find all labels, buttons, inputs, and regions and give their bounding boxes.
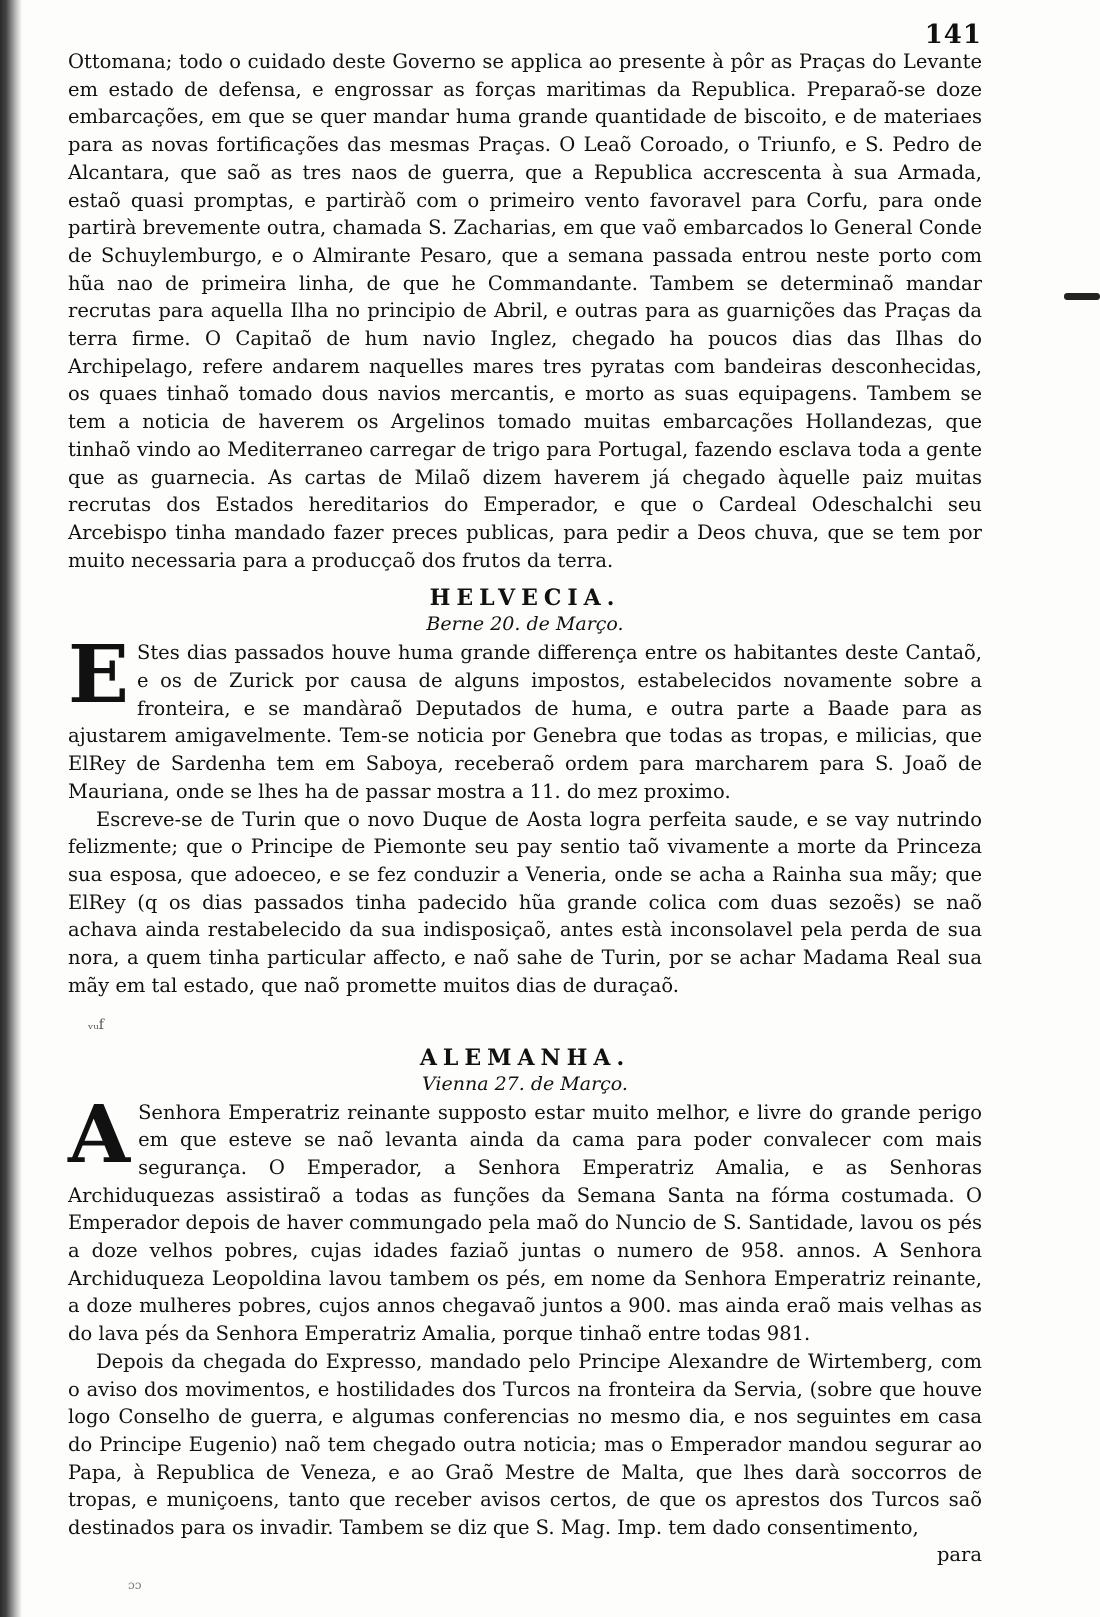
helvecia-paragraph-1-text: Stes dias passados houve huma grande differença entre os habitantes deste Cantaõ, e os de Zurick por causa de alguns impostos, estabelecidos novamente sobre a fronteira, e se mandàraõ Deputados de huma, e outra parte a Baade para as ajustarem amigavelmente. Tem-se noticia por Genebra que todas as tropas, e milicias, que ElRey de Sardenha tem em Saboya, receberaõ ordem para marcharem para S. Joaõ de Mauriana, onde se lhes ha de passar mostra a 11. do mez proximo. <box>68 641 982 803</box>
page-number: 141 <box>924 20 982 50</box>
stray-ink-mark: ᵥᵤf <box>88 1016 104 1033</box>
dateline-vienna: Vienna 27. de Março. <box>422 1072 628 1095</box>
helvecia-paragraph-1 <box>68 627 982 805</box>
footer-ink-mark: ɔɔ <box>128 1578 142 1592</box>
drop-cap-a: A <box>68 1086 131 1181</box>
alemanha-paragraph-1-text: Senhora Emperatriz reinante supposto estar muito melhor, e livre do grande perigo em que esteve se naõ levanta ainda da cama para poder convalecer com mais segurança. O Emperador, a Senhora Emperatriz Amalia, e as Senhoras Archiduquezas assistiraõ a todas as funções da Semana Santa na fórma costumada. O Emperador depois de haver commungado pela maõ do Nuncio de S. Santidade, lavou os pés a doze velhos pobres, cujas idades faziaõ juntas o numero de 958. annos. A Senhora Archiduqueza Leopoldina lavou tambem os pés, em nome da Senhora Emperatriz reinante, a doze mulheres pobres, cujos annos chegavaõ juntos a 900. mas ainda eraõ mais velhas as do lava pés da Senhora Emperatriz Amalia, porque tinhaõ entre todas 981. <box>68 1100 982 1346</box>
catchword: para <box>936 1542 982 1566</box>
dateline-berne: Berne 20. de Março. <box>426 613 624 636</box>
alemanha-paragraph-1 <box>68 1086 982 1348</box>
binding-shadow <box>0 0 22 1617</box>
helvecia-paragraph-2: Escreve-se de Turin que o novo Duque de Aosta logra perfeita saude, e se vay nutrindo felizmente; que o Principe de Piemonte seu pay sentio taõ vivamente a morte da Princeza sua esposa, que adoeceo, e se fez conduzir a Veneria, onde se acha a Rainha sua mãy; que ElRey (q os dias passados tinha padecido hũa grande colica com duas sezoẽs) se naõ achava ainda restabelecido da sua indisposiçaõ, antes està inconsolavel pela perda de sua nora, a quem tinha particular affecto, e naõ sahe de Turin, por se achar Madama Real sua mãy em tal estado, que naõ promette muitos dias de duraçaõ. <box>68 807 982 997</box>
section-heading-helvecia: HELVECIA. <box>429 585 621 612</box>
venice-news-paragraph: Ottomana; todo o cuidado deste Governo se applica ao presente à pôr as Praças do Levante em estado de defensa, e engrossar as forças maritimas da Republica. Preparaõ-se doze embarcações, em que se quer mandar huma grande quantidade de biscoito, e de materiaes para as novas fortificações das mesmas Praças. O Leaõ Coroado, o Triunfo, e S. Pedro de Alcantara, que saõ as tres naos de guerra, que a Republica accrescenta à sua Armada, estaõ quasi promptas, e partiràõ com o primeiro vento favoravel para Corfu, para onde partirà brevemente outra, chamada S. Zacharias, em que vaõ embarcados lo General Conde de Schuylemburgo, e o Almirante Pesaro, que a semana passada entrou neste porto com hũa nao de primeira linha, de que he Commandante. Tambem se determinaõ mandar recrutas para aquella Ilha no principio de Abril, e outras para as guarnições das Praças da terra firme. O Capitaõ de hum navio Inglez, chegado ha poucos dias das Ilhas do Archipelago, refere andarem naquelles mares tres pyratas com bandeiras desconhecidas, os quaes tinhaõ tomado dous navios mercantis, e morto as suas equipagens. Tambem se tem a noticia de haverem os Argelinos tomado muitas embarcações Hollandezas, que tinhaõ vindo ao Mediterraneo carregar de trigo para Portugal, fazendo esclava toda a gente que as guarnecia. As cartas de Milaõ dizem haverem já chegado àquelle paiz muitas recrutas dos Estados hereditarios do Emperador, e que o Cardeal Odeschalchi seu Arcebispo tinha mandado fazer preces publicas, para pedir a Deos chuva, que se tem por muito necessaria para a producçaõ dos frutos da terra. <box>68 50 982 572</box>
page-content <box>68 48 982 1568</box>
section-heading-alemanha: ALEMANHA. <box>419 1044 631 1071</box>
scan-edge-mark <box>1064 293 1100 300</box>
drop-cap-e: E <box>68 627 129 722</box>
alemanha-paragraph-2: Depois da chegada do Expresso, mandado pelo Principe Alexandre de Wirtemberg, com o aviso dos movimentos, e hostilidades dos Turcos na fronteira da Servia, (sobre que houve logo Conselho de guerra, e algumas conferencias no mesmo dia, e nos seguintes em casa do Principe Eugenio) naõ tem chegado outra noticia; mas o Emperador mandou segurar ao Papa, à Republica de Veneza, e ao Graõ Mestre de Malta, que lhes darà soccorros de tropas, e muniçoens, tanto que receber avisos certos, de que os aprestos dos Turcos saõ destinados para os invadir. Tambem se diz que S. Mag. Imp. tem dado consentimento, <box>68 1349 982 1540</box>
